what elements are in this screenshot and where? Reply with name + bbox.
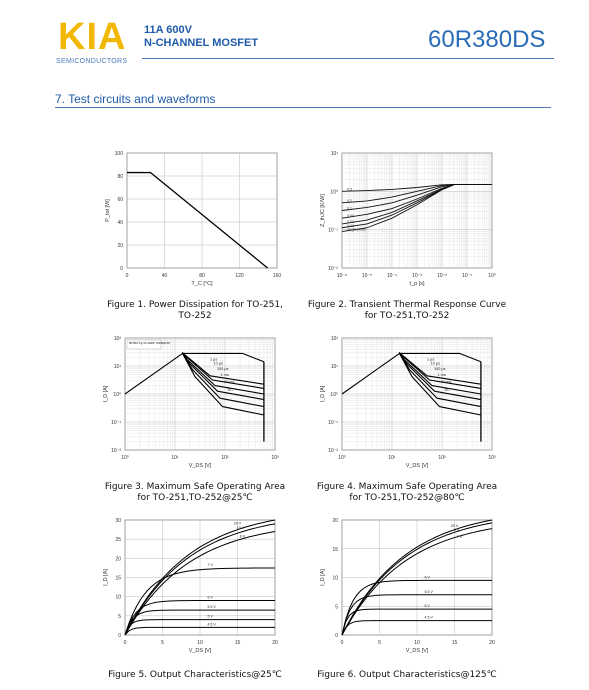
y-axis-label: Z_thJC [K/W] — [320, 194, 326, 227]
x-tick-label: 10⁰ — [338, 455, 346, 461]
company-logo: KIA — [58, 16, 127, 58]
x-tick-label: 5 — [161, 640, 164, 646]
figure-3-caption-line1: Figure 3. Maximum Safe Operating Area — [104, 482, 286, 492]
logo-subtitle: SEMICONDUCTORS — [56, 58, 128, 65]
figure-4-caption-line1: Figure 4. Maximum Safe Operating Area — [316, 482, 498, 492]
y-tick-label: 10⁻¹ — [328, 420, 338, 426]
soa-curve-label: DC — [227, 388, 233, 393]
figure-3-caption-line2: for TO-251,TO-252@25℃ — [137, 493, 253, 503]
soa-curve-label: DC — [444, 388, 450, 393]
y-tick-label: 10¹ — [330, 151, 338, 157]
soa-curve-label: 10 ms — [441, 379, 452, 384]
x-tick-label: 10¹ — [388, 455, 396, 461]
output-curve-label: 7 V — [456, 534, 463, 539]
y-tick-label: 5 — [118, 613, 121, 620]
y-tick-label: 5 — [335, 604, 338, 611]
power-dissipation-chart — [95, 145, 295, 295]
y-tick-label: 60 — [117, 197, 123, 203]
output-curve-label: 6 V — [207, 595, 213, 600]
figure-6-caption-line1: Figure 6. Output Characteristics@125℃ — [317, 670, 497, 680]
y-tick-label: 80 — [117, 174, 123, 180]
x-tick-label: 40 — [161, 273, 168, 279]
y-tick-label: 10² — [330, 336, 338, 342]
y-tick-label: 10⁻² — [111, 448, 121, 454]
spec-line-1: 11A 600V — [144, 24, 192, 36]
figure-1-caption-line2: TO-252 — [178, 311, 212, 321]
y-tick-label: 0 — [120, 266, 123, 272]
output-curve-label: 20 V — [450, 523, 459, 528]
x-tick-label: 10² — [221, 455, 229, 461]
figure-4-caption-line2: for TO-251,TO-252@80℃ — [349, 493, 465, 503]
y-tick-label: 20 — [332, 518, 338, 524]
x-axis-label: V_DS [V] — [188, 648, 212, 654]
output-curve-label: 8 V — [453, 527, 460, 532]
y-tick-label: 10⁻¹ — [111, 420, 121, 426]
x-tick-label: 10⁻⁴ — [386, 273, 398, 279]
soa-curve-label: 10 μs — [430, 361, 440, 366]
y-tick-label: 10⁻² — [328, 448, 338, 454]
x-tick-label: 10 — [414, 640, 420, 646]
y-tick-label: 10⁰ — [330, 189, 338, 196]
y-tick-label: 10² — [113, 336, 121, 342]
soa-curve-label: 100 μs — [434, 367, 446, 372]
y-tick-label: 10 — [115, 594, 121, 601]
y-tick-label: 10⁰ — [113, 392, 121, 398]
spec-line-2: N-CHANNEL MOSFET — [144, 37, 259, 49]
y-tick-label: 15 — [115, 575, 121, 582]
x-tick-label: 10 — [197, 640, 203, 646]
soa-curve-label: 1 μs — [427, 357, 435, 362]
output-curve-label: 4.5 V — [207, 622, 216, 627]
y-tick-label: 10⁻² — [328, 266, 338, 272]
y-axis-label: I_D [A] — [103, 569, 109, 586]
output-curve-label: 6 V — [424, 575, 430, 580]
y-tick-label: 30 — [115, 518, 121, 524]
x-tick-label: 10⁻¹ — [462, 273, 472, 279]
x-tick-label: 0 — [125, 273, 129, 279]
x-tick-label: 10⁻⁵ — [361, 273, 373, 279]
thermal-curve-label: 0.01 — [347, 223, 354, 228]
figure-2-caption — [272, 300, 542, 322]
y-tick-label: 25 — [115, 537, 121, 544]
y-tick-label: 40 — [117, 220, 123, 226]
x-tick-label: 10² — [438, 455, 446, 461]
output-characteristics-25c-chart — [95, 512, 295, 662]
x-tick-label: 10⁻² — [437, 273, 447, 279]
y-tick-label: 10⁻¹ — [328, 227, 338, 234]
x-axis-label: V_DS [V] — [405, 648, 429, 654]
output-curve-label: 10 V — [236, 526, 245, 531]
output-curve-label: 4.5 V — [424, 615, 433, 620]
y-tick-label: 0 — [118, 633, 121, 639]
x-tick-label: 20 — [489, 640, 495, 646]
figure-2-caption-line2: for TO-251,TO-252 — [364, 311, 450, 321]
figure-2-caption-line1: Figure 2. Transient Thermal Response Curve — [307, 300, 507, 310]
output-curve-label: 5.5 V — [207, 605, 216, 610]
section-divider — [55, 107, 551, 108]
thermal-curve-label: 0.05 — [347, 214, 354, 219]
y-tick-label: 20 — [117, 243, 123, 249]
figure-4-caption — [272, 482, 542, 504]
x-tick-label: 10¹ — [171, 455, 179, 461]
soa-curve-label: 10 μs — [213, 361, 223, 366]
annotation-text: limited by on-state resistance — [129, 341, 171, 345]
x-tick-label: 15 — [451, 640, 458, 646]
soa-80c-chart — [312, 330, 512, 475]
output-curve-label: 5.5 V — [424, 589, 433, 594]
thermal-curve-label: single pulse — [347, 227, 366, 232]
soa-curve-label: 1 ms — [220, 372, 229, 377]
x-tick-label: 10³ — [488, 455, 496, 461]
x-tick-label: 10⁰ — [121, 455, 129, 461]
y-tick-label: 0 — [335, 633, 338, 639]
figure-5-caption-line1: Figure 5. Output Characteristics@25℃ — [108, 670, 282, 680]
y-tick-label: 10⁰ — [330, 392, 338, 398]
x-tick-label: 0 — [123, 640, 127, 646]
x-tick-label: 0 — [340, 640, 344, 646]
y-tick-label: 100 — [114, 151, 123, 157]
y-tick-label: 10¹ — [113, 364, 121, 370]
output-curve-label: 7 V — [207, 562, 213, 567]
x-tick-label: 10⁻⁶ — [336, 273, 348, 279]
y-tick-label: 10 — [332, 575, 338, 582]
y-axis-label: I_D [A] — [320, 385, 326, 403]
x-tick-label: 10⁰ — [488, 273, 496, 279]
output-curve-label: 5 V — [207, 614, 213, 619]
soa-curve-label: 1 ms — [437, 372, 446, 377]
soa-25c-chart — [95, 330, 295, 475]
x-axis-label: V_DS [V] — [188, 463, 212, 469]
y-axis-label: I_D [A] — [103, 385, 109, 403]
x-tick-label: 10³ — [271, 455, 279, 461]
y-axis-label: P_tot [W] — [105, 199, 111, 222]
soa-curve-label: 100 μs — [217, 367, 229, 372]
section-title: Test circuits and waveforms — [65, 92, 216, 106]
section-heading — [55, 92, 216, 106]
soa-curve-label: 10 ms — [224, 379, 235, 384]
transient-thermal-chart — [312, 145, 512, 295]
x-tick-label: 160 — [272, 273, 282, 279]
thermal-curve-label: 0.5 — [347, 187, 352, 192]
thermal-curve-label: 0.2 — [347, 198, 352, 203]
x-tick-label: 120 — [235, 273, 244, 279]
output-characteristics-125c-chart — [312, 512, 512, 662]
figure-1-caption-line1: Figure 1. Power Dissipation for TO-251, — [107, 300, 283, 310]
x-tick-label: 80 — [199, 273, 205, 279]
output-curve-label: 8 V — [239, 534, 246, 539]
thermal-curve-label: 0.02 — [347, 219, 354, 224]
y-tick-label: 15 — [332, 546, 338, 553]
x-tick-label: 15 — [234, 640, 241, 646]
header-divider — [142, 58, 554, 59]
x-axis-label: V_DS [V] — [405, 463, 429, 469]
x-axis-label: T_C [°C] — [191, 281, 213, 287]
x-tick-label: 5 — [378, 640, 381, 646]
section-number: 7. — [55, 92, 66, 106]
thermal-curve-label: 0.1 — [347, 206, 352, 211]
x-axis-label: t_p [s] — [409, 281, 425, 287]
output-curve-label: 5 V — [424, 604, 430, 609]
x-tick-label: 10⁻³ — [412, 273, 422, 279]
y-axis-label: I_D [A] — [320, 569, 326, 586]
y-tick-label: 20 — [115, 556, 121, 563]
part-number: 60R380DS — [428, 26, 546, 53]
figure-6-caption — [272, 670, 542, 681]
output-curve-label: 20 V — [233, 521, 242, 526]
x-tick-label: 20 — [272, 640, 278, 646]
y-tick-label: 10¹ — [330, 364, 338, 370]
soa-curve-label: 1 μs — [210, 357, 218, 362]
